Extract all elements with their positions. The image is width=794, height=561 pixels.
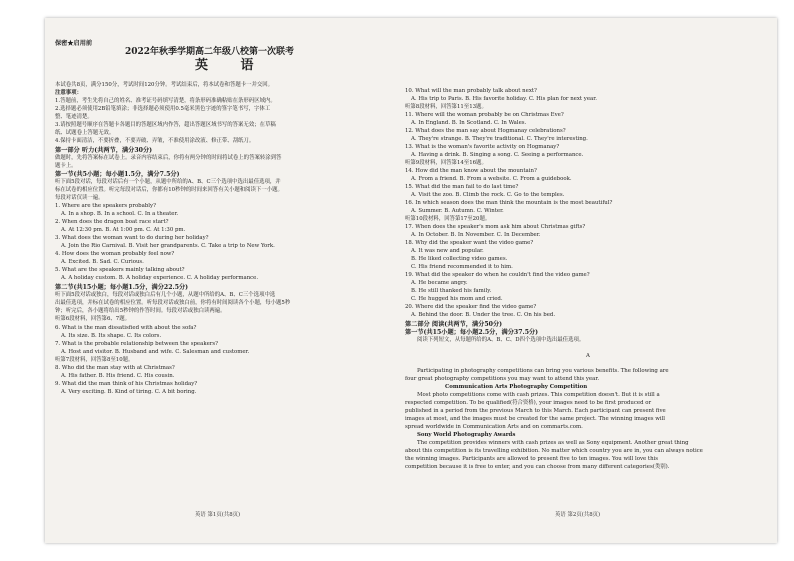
passage-line: respected competition. To be qualified(符合资格), your images need to be first produced or bbox=[405, 400, 652, 406]
listening-instruction: 听第7段材料，回答第8至10题。 bbox=[55, 357, 134, 363]
section-two-desc: 钟；听完后，各小题将给出5秒钟的作答时间。每段对话或独白读两遍。 bbox=[55, 308, 226, 314]
question: 20. Where did the speaker find the video game? bbox=[405, 304, 537, 310]
passage-line: images at most, and the images must be created for the same project. The winning images will bbox=[405, 416, 666, 422]
passage-line: Most photo competitions come with cash prizes. This competition doesn't. But it is still a bbox=[417, 392, 660, 398]
question: 9. What did the man think of his Christmas holiday? bbox=[55, 381, 198, 387]
notice-line: 2.选择题必须使用2B铅笔填涂；非选择题必须使用0.5毫米黑色字迹的签字笔书写，字体工 bbox=[55, 106, 271, 112]
question-options: A. Behind the door. B. Under the tree. C. On his bed. bbox=[411, 312, 556, 318]
page-footer: 英语 第1页(共8页) bbox=[195, 512, 241, 518]
question-options: A. In October. B. In November. C. In December. bbox=[411, 232, 541, 238]
question: 14. How did the man know about the mountain? bbox=[405, 168, 537, 174]
question-options: A. Excited. B. Sad. C. Curious. bbox=[61, 259, 144, 265]
passage-letter: A bbox=[586, 353, 590, 359]
passage-subheading: Communication Arts Photography Competition bbox=[445, 384, 588, 390]
notice-line: 4.保持卡面清洁，不要折叠，不要弄破、弄皱，不准使用涂改液、修正带、刮纸刀。 bbox=[55, 138, 255, 144]
question-options: A. In a shop. B. In a school. C. In a theater. bbox=[61, 211, 179, 217]
question-options: A. They're strange. B. They're traditional. C. They're interesting. bbox=[411, 136, 588, 142]
question-options: A. From a friend. B. From a website. C. From a guidebook. bbox=[411, 176, 572, 182]
question-options: A. His trip to Paris. B. His favorite holiday. C. His plan for next year. bbox=[411, 96, 597, 102]
question: 12. What does the man say about Hogmanay celebrations? bbox=[405, 128, 566, 134]
passage-subheading: Sony World Photography Awards bbox=[417, 432, 516, 438]
secret-label: 保密★启用前 bbox=[55, 40, 93, 47]
question-option: B. He still thanked his family. bbox=[411, 288, 492, 294]
question: 18. Why did the speaker want the video game? bbox=[405, 240, 534, 246]
notice-line: 3.请按照题号顺序在答题卡各题目的答题区域内作答，超出答题区域书写的答案无效；在草稿 bbox=[55, 122, 276, 128]
listening-instruction: 听第8段材料，回答第11至13题。 bbox=[405, 104, 487, 110]
question-options: A. A holiday custom. B. A holiday experience. C. A holiday performance. bbox=[61, 275, 259, 281]
passage-line: about this competition is its travelling exhibition. No matter which country you are in, you can always notice bbox=[405, 448, 703, 454]
passage-line: spread worldwide in Communication Arts and on commarts.com. bbox=[405, 424, 583, 430]
part-one-desc: 题卡上。 bbox=[55, 163, 77, 169]
notice-line: 纸、试题卷上答题无效。 bbox=[55, 130, 115, 136]
listening-instruction: 听第10段材料，回答第17至20题。 bbox=[405, 216, 491, 222]
section-one-desc: 标在试卷的相应位置。听完每段对话后，你都有10秒钟的时间来回答有关小题和阅读下一小题。 bbox=[55, 187, 283, 193]
part-one-desc: 做题时，先将答案标在试卷上。录音内容结束后，你将有两分钟的时间将试卷上的答案转涂到答 bbox=[55, 155, 282, 161]
question-options: A. Visit the zoo. B. Climb the rock. C. Go to the temples. bbox=[411, 192, 565, 198]
notice-line: 整、笔迹清楚。 bbox=[55, 114, 93, 120]
passage-line: competition because it is free to enter, and you can choose from many different categories(类别). bbox=[405, 464, 670, 470]
exam-paper bbox=[45, 18, 777, 543]
passage-line: published in a period from the previous March to this March. Each participant can present five bbox=[405, 408, 666, 414]
question-option: B. He liked collecting video games. bbox=[411, 256, 508, 262]
question: 15. What did the man fail to do last time? bbox=[405, 184, 519, 190]
passage-line: The competition provides winners with cash prizes as well as Sony equipment. Another great thing bbox=[417, 440, 689, 446]
reading-section-heading: 第一节(共15小题；每小题2.5分，满分37.5分) bbox=[405, 329, 539, 336]
listening-instruction: 听第9段材料，回答第14至16题。 bbox=[405, 160, 487, 166]
question-option: C. He hugged his mom and cried. bbox=[411, 296, 503, 302]
question-options: A. At 12:30 pm. B. At 1:00 pm. C. At 1:30 pm. bbox=[61, 227, 186, 233]
question-options: A. Having a drink. B. Singing a song. C. Seeing a performance. bbox=[411, 152, 584, 158]
question: 11. Where will the woman probably be on Christmas Eve? bbox=[405, 112, 564, 118]
exam-title: 2022年秋季学期高二年级八校第一次联考 bbox=[125, 47, 295, 57]
section-two-desc: 听下面5段对话或独白，每段对话或独白后有几个小题，从题中所给的A、B、C三个选项中选 bbox=[55, 292, 276, 298]
question: 6. What is the man dissatisfied with about the sofa? bbox=[55, 325, 197, 331]
exam-info: 本试卷共8页，满分150分，考试时间120分钟。考试结束后，将本试卷和答题卡一并交回。 bbox=[55, 82, 274, 88]
question-options: A. Very exciting. B. Kind of tiring. C. A bit boring. bbox=[61, 389, 197, 395]
question-options: A. Join the Rio Carnival. B. Visit her grandparents. C. Take a trip to New York. bbox=[61, 243, 275, 249]
section-two-desc: 听第6段材料，回答第6、7题。 bbox=[55, 316, 130, 322]
question-option: A. It was new and popular. bbox=[411, 248, 484, 254]
subject-title: 英 语 bbox=[195, 58, 268, 73]
question: 13. What is the woman's favorite activity on Hogmanay? bbox=[405, 144, 560, 150]
part-one-heading: 第一部分 听力(共两节，满分30分) bbox=[55, 147, 153, 154]
question-options: A. His father. B. His friend. C. His cousin. bbox=[61, 373, 175, 379]
question: 1. Where are the speakers probably? bbox=[55, 203, 156, 209]
reading-instruction: 阅读下列短文，从每题所给的A、B、C、D四个选项中选出最佳选项。 bbox=[417, 337, 585, 343]
question: 8. Who did the man stay with at Christmas? bbox=[55, 365, 175, 371]
question: 17. When does the speaker's mom ask him about Christmas gifts? bbox=[405, 224, 586, 230]
part-two-heading: 第二部分 阅读(共两节，满分50分) bbox=[405, 321, 503, 328]
question: 3. What does the woman want to do during her holiday? bbox=[55, 235, 209, 241]
section-two-heading: 第二节(共15小题；每小题1.5分，满分22.5分) bbox=[55, 284, 189, 291]
question: 19. What did the speaker do when he couldn't find the video game? bbox=[405, 272, 590, 278]
question: 2. When does the dragon boat race start? bbox=[55, 219, 169, 225]
passage-line: the winning images. Participants are allowed to present five to ten images. You will love this bbox=[405, 456, 659, 462]
section-one-desc: 听下面5段对话，每段对话后有一个小题，从题中所给的A、B、C三个选项中选出最佳选项，并 bbox=[55, 179, 281, 185]
notice-title: 注意事项： bbox=[55, 90, 82, 96]
question-options: A. Summer. B. Autumn. C. Winter. bbox=[411, 208, 504, 214]
question: 4. How does the woman probably feel now? bbox=[55, 251, 175, 257]
section-one-desc: 每段对话仅读一遍。 bbox=[55, 195, 104, 201]
passage-line: four great photography competitions you may want to attend this year. bbox=[405, 376, 600, 382]
question-options: A. In England. B. In Scotland. C. In Wales. bbox=[411, 120, 527, 126]
question-option: C. His friend recommended it to him. bbox=[411, 264, 513, 270]
page-footer: 英语 第2页(共8页) bbox=[555, 512, 601, 518]
question-option: A. He became angry. bbox=[411, 280, 468, 286]
passage-line: Participating in photography competitions can bring you various benefits. The following are bbox=[417, 368, 669, 374]
notice-line: 1.答题前，考生先将自己的姓名、准考证号码填写清楚，将条形码准确粘贴在条形码区域内。 bbox=[55, 98, 276, 104]
question: 10. What will the man probably talk about next? bbox=[405, 88, 537, 94]
question-options: A. Host and visitor. B. Husband and wife. C. Salesman and customer. bbox=[61, 349, 250, 355]
question: 7. What is the probable relationship between the speakers? bbox=[55, 341, 219, 347]
section-two-desc: 出最佳选项，并标在试卷的相应位置。听每段对话或独白前，你将有时间阅读各个小题，每小题5秒 bbox=[55, 300, 291, 306]
question-options: A. Its size. B. Its shape. C. Its colors. bbox=[61, 333, 162, 339]
question: 16. In which season does the man think the mountain is the most beautiful? bbox=[405, 200, 613, 206]
section-one-heading: 第一节(共5小题；每小题1.5分，满分7.5分) bbox=[55, 171, 180, 178]
question: 5. What are the speakers mainly talking about? bbox=[55, 267, 185, 273]
